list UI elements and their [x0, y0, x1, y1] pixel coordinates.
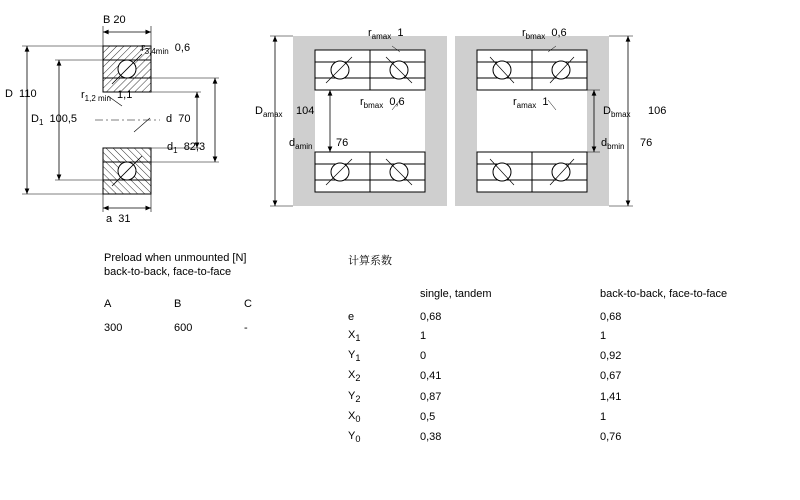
- factor-single-e: 0,68: [420, 311, 442, 323]
- factors-col-single-header: single, tandem: [420, 288, 492, 300]
- preload-header-c: C: [244, 298, 252, 310]
- factor-name-x2: $X_2$: [348, 369, 361, 384]
- factor-single-y1: 0: [420, 350, 427, 363]
- factor-btb-y2: 1,41: [600, 390, 622, 403]
- factor-single-x2: 0,41: [420, 370, 442, 383]
- factor-btb-e: 0,68: [600, 311, 622, 323]
- factor-name-x1: $X_1$: [348, 329, 361, 344]
- table-row: [348, 343, 727, 363]
- label-d1-outer: $D_1$ 100,5: [31, 113, 78, 128]
- factors-title: 计算系数: [348, 255, 392, 267]
- label-d1-inner: $d_1$ 82,3: [167, 141, 206, 156]
- label-damax: $D_{amax}$: [255, 105, 283, 120]
- factor-name-y2: $Y_2$: [348, 389, 361, 404]
- label-r12min: $r_{1,2 min}$ 1,1: [81, 89, 133, 104]
- label-b-dimension: B 20: [103, 14, 126, 26]
- table-row: [348, 363, 727, 383]
- factor-single-y2: 0,87: [420, 390, 442, 403]
- label-rbmax-mid-left: $r_{bmax}$ 0,6: [360, 96, 405, 111]
- factor-name-e: e: [348, 311, 355, 323]
- factor-btb-y0: 0,76: [600, 431, 622, 444]
- table-row: [348, 323, 727, 343]
- table-row-headers: [104, 298, 314, 310]
- label-damin: $d_{amin}$: [289, 137, 313, 152]
- label-a-dimension: a 31: [106, 213, 131, 225]
- factor-name-y1: $Y_1$: [348, 349, 361, 364]
- table-row: [348, 424, 727, 444]
- factor-name-x0: $X_0$: [348, 409, 361, 424]
- factor-btb-x1: 1: [600, 330, 607, 343]
- table-row: [348, 300, 727, 323]
- factors-col-name-header: [348, 288, 420, 300]
- label-ramax-mid-right: $r_{amax}$ 1: [513, 96, 549, 111]
- table-row: [348, 288, 727, 300]
- factor-single-y0: 0,38: [420, 431, 442, 444]
- right-bearing-arrangement: [270, 36, 633, 206]
- preload-subtitle: back-to-back, face-to-face: [104, 266, 232, 278]
- label-dbmin: $d_{bmin}$: [601, 137, 625, 152]
- factor-single-x1: 1: [420, 330, 427, 343]
- factor-btb-x0: 1: [600, 410, 607, 423]
- preload-value-c: -: [244, 322, 248, 334]
- table-row-values: [104, 310, 314, 334]
- label-ramax-top-left: $r_{amax}$ 1: [368, 27, 404, 42]
- label-rbmax-top-right: $r_{bmax}$ 0,6: [522, 27, 567, 42]
- factor-name-y0: $Y_0$: [348, 429, 361, 445]
- preload-table: [104, 298, 314, 334]
- table-row: [348, 404, 727, 424]
- factor-btb-y1: 0,92: [600, 350, 622, 363]
- label-damax-value: 104: [296, 105, 315, 117]
- preload-title: Preload when unmounted [N]: [104, 252, 247, 264]
- preload-header-a: A: [104, 298, 112, 310]
- preload-section: [104, 252, 314, 334]
- factors-col-btb-header: back-to-back, face-to-face: [600, 288, 728, 300]
- label-dbmax-value: 106: [648, 105, 667, 117]
- label-d-bore: d 70: [166, 113, 191, 125]
- table-row: [348, 384, 727, 404]
- preload-header-b: B: [174, 298, 182, 310]
- preload-value-a: 300: [104, 322, 123, 334]
- factor-btb-x2: 0,67: [600, 370, 622, 383]
- label-dbmin-value: 76: [640, 137, 653, 149]
- factors-table: [348, 288, 727, 444]
- label-damin-value: 76: [336, 137, 349, 149]
- label-r34min: $r_{3,4min}$ 0,6: [141, 42, 191, 57]
- preload-value-b: 600: [174, 322, 193, 334]
- factor-single-x0: 0,5: [420, 410, 436, 423]
- factors-section: [348, 252, 727, 444]
- label-d-outer: D 110: [5, 88, 37, 100]
- label-dbmax: $D_{bmax}$: [603, 105, 631, 120]
